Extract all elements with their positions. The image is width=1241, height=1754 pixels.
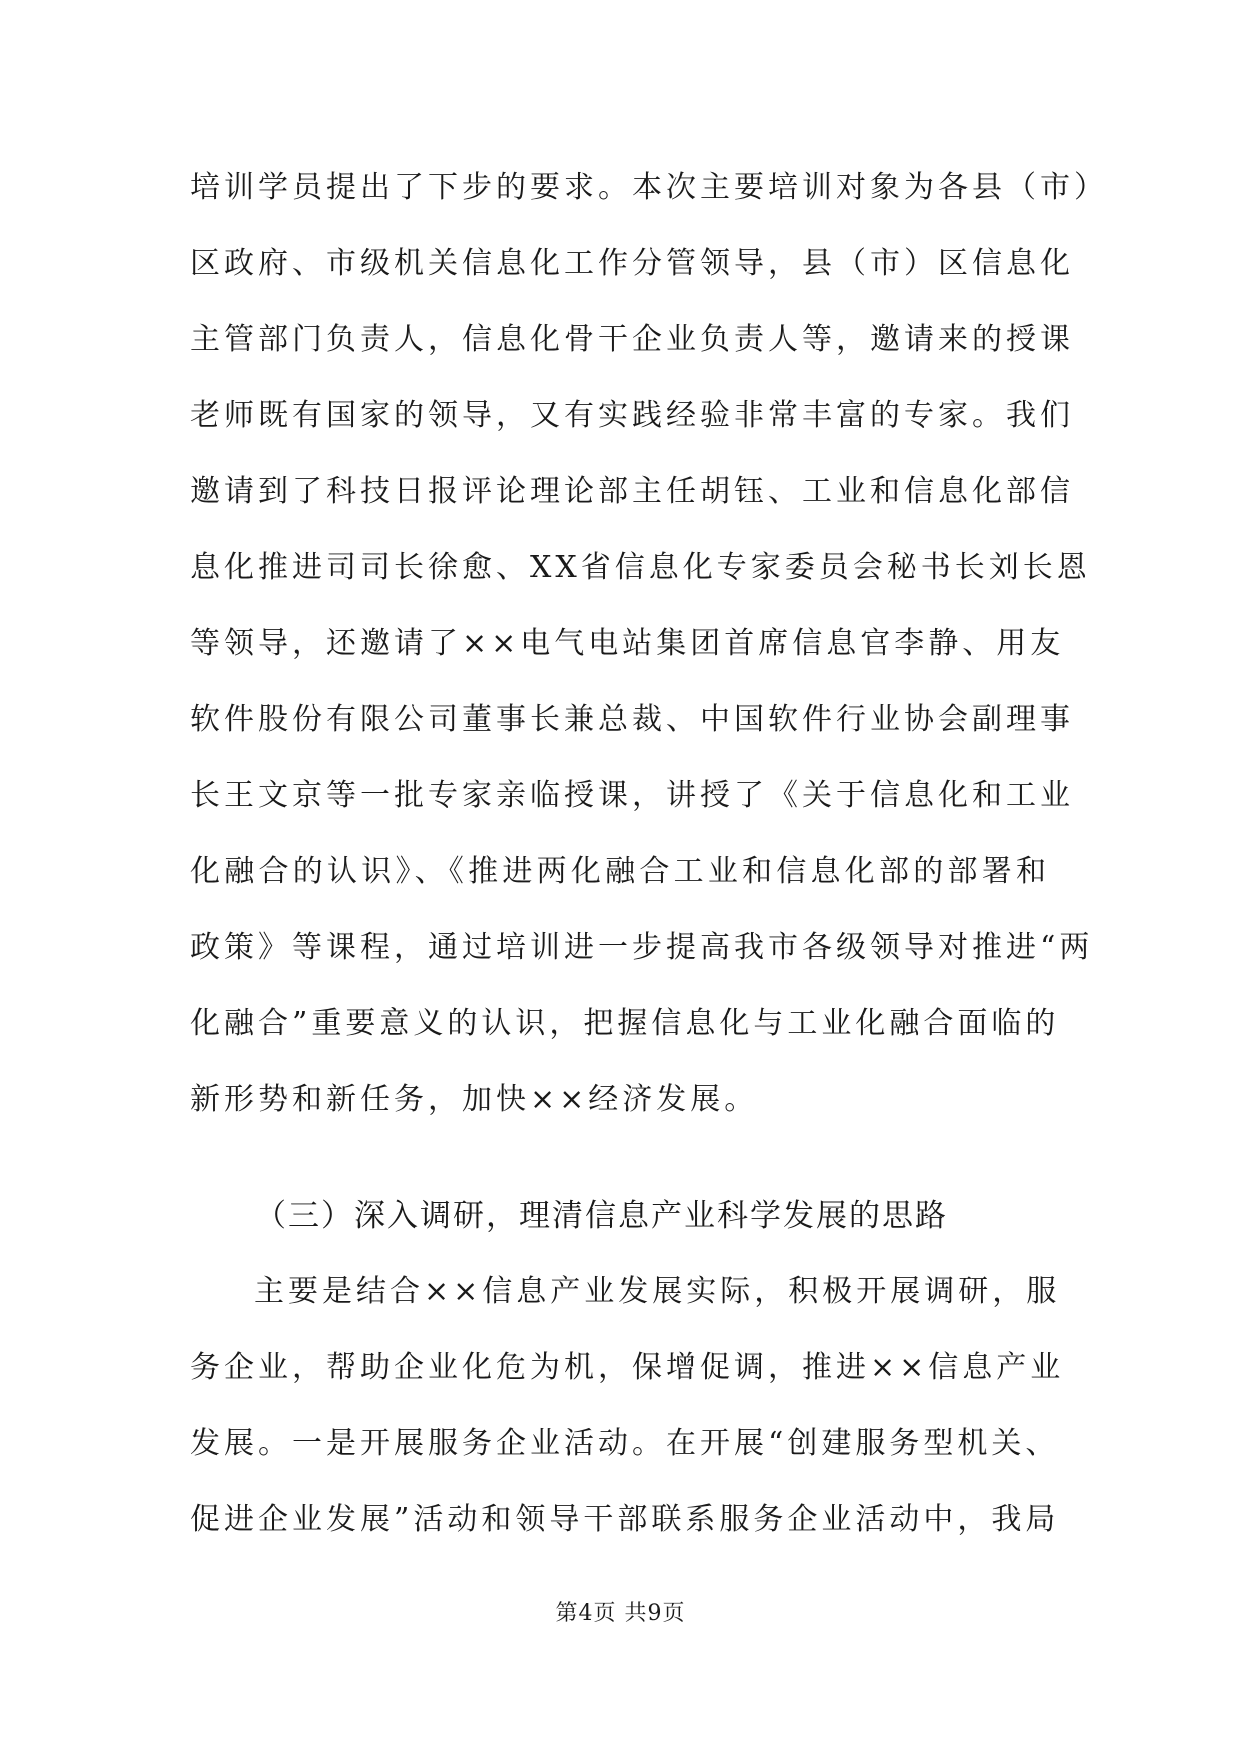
- text-line: 化融合的认识》、《推进两化融合工业和信息化部的部署和: [190, 854, 1050, 889]
- text-line: 主要是结合××信息产业发展实际，积极开展调研，服: [254, 1274, 1061, 1309]
- section-heading: （三）深入调研，理清信息产业科学发展的思路: [255, 1198, 948, 1234]
- text-line: 培训学员提出了下步的要求。本次主要培训对象为各县（市）: [190, 170, 1108, 205]
- text-line: 老师既有国家的领导，又有实践经验非常丰富的专家。我们: [190, 398, 1074, 433]
- text-line: 新形势和新任务，加快××经济发展。: [190, 1082, 759, 1117]
- text-line: 发展。一是开展服务企业活动。在开展“创建服务型机关、: [190, 1426, 1060, 1461]
- text-line: 长王文京等一批专家亲临授课，讲授了《关于信息化和工业: [190, 778, 1074, 813]
- text-line: 息化推进司司长徐愈、XX省信息化专家委员会秘书长刘长恩: [190, 550, 1091, 585]
- text-line: 化融合”重要意义的认识，把握信息化与工业化融合面临的: [190, 1006, 1060, 1041]
- page-number-footer: 第4页 共9页: [555, 1601, 686, 1626]
- text-line: 软件股份有限公司董事长兼总裁、中国软件行业协会副理事: [190, 702, 1074, 737]
- text-line: 主管部门负责人，信息化骨干企业负责人等，邀请来的授课: [190, 322, 1074, 357]
- text-line: 区政府、市级机关信息化工作分管领导，县（市）区信息化: [190, 246, 1074, 281]
- text-line: 务企业，帮助企业化危为机，保增促调，推进××信息产业: [190, 1350, 1065, 1385]
- text-line: 等领导，还邀请了××电气电站集团首席信息官李静、用友: [190, 626, 1065, 661]
- text-line: 政策》等课程，通过培训进一步提高我市各级领导对推进“两: [190, 930, 1094, 965]
- text-line: 促进企业发展”活动和领导干部联系服务企业活动中，我局: [190, 1502, 1060, 1537]
- text-line: 邀请到了科技日报评论理论部主任胡钰、工业和信息化部信: [190, 474, 1074, 509]
